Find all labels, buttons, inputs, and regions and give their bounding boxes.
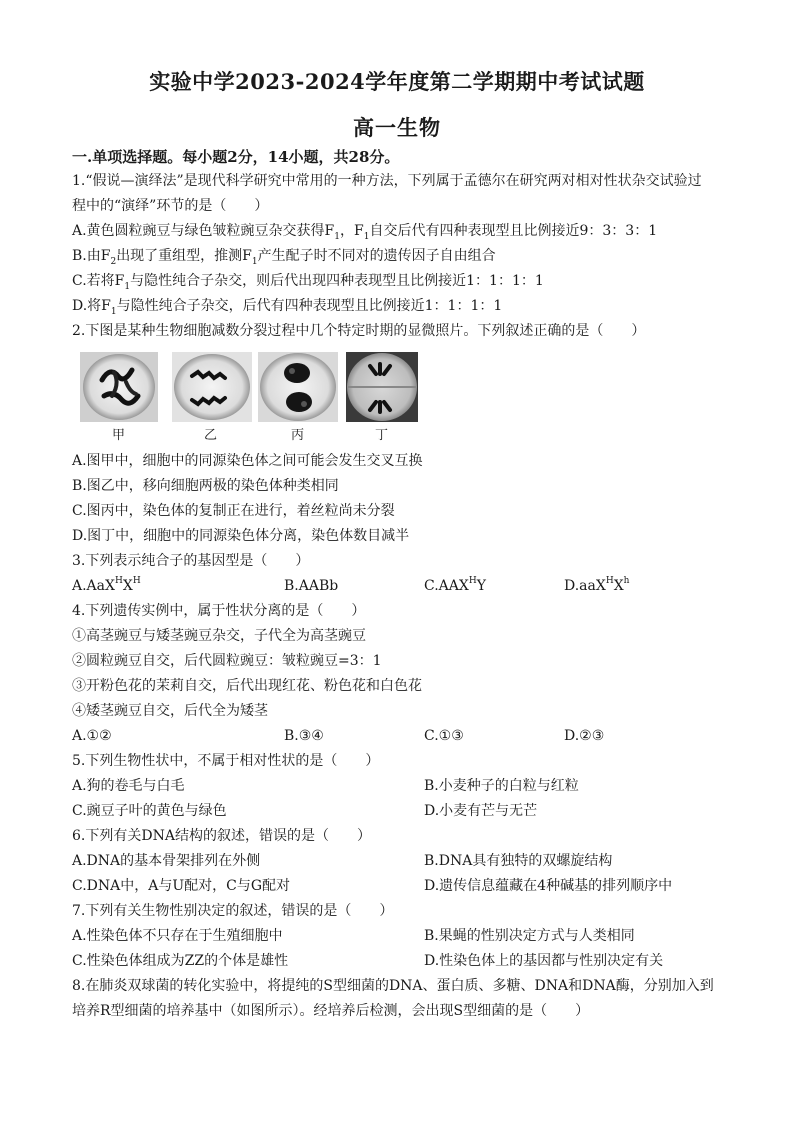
micrograph-label-bing: 丙	[291, 428, 305, 443]
q4-option-d: D.②③	[564, 728, 605, 744]
micrograph-jia	[80, 352, 158, 422]
q3-option-c: $C.AAX^HY$	[424, 576, 486, 594]
q3-stem: 3.下列表示纯合子的基因型是（ ）	[72, 553, 310, 569]
q7-options-row1	[72, 927, 722, 945]
q7-options-row2	[72, 952, 722, 970]
micrograph-ding	[346, 352, 418, 422]
exam-title: 实验中学2023-2024学年度第二学期期中考试试题	[149, 69, 645, 94]
q1-stem-line1: 1.“假说—演绎法”是现代科学研究中常用的一种方法，下列属于孟德尔在研究两对相对性状杂交试验过	[72, 173, 702, 189]
q6-option-a: A.DNA的基本骨架排列在外侧	[72, 853, 261, 869]
micrograph-label-yi: 乙	[204, 428, 218, 443]
q2-option-a: A.图甲中，细胞中的同源染色体之间可能会发生交叉互换	[72, 453, 423, 469]
q1-option-d: D.将$F_1$与隐性纯合子杂交，后代有四种表现型且比例接近1：1：1：1	[72, 298, 503, 317]
q4-option-a: A.①②	[72, 728, 112, 744]
q1-option-b: B.由$F_2$出现了重组型，推测$F_1$产生配子时不同对的遗传因子自由组合	[72, 248, 496, 267]
q4-options	[72, 727, 722, 745]
q7-option-b: B.果蝇的性别决定方式与人类相同	[424, 928, 635, 944]
q5-stem: 5.下列生物性状中，不属于相对性状的是（ ）	[72, 753, 380, 769]
q3-options	[72, 577, 722, 595]
q8-stem-line1: 8.在肺炎双球菌的转化实验中，将提纯的S型细菌的DNA、蛋白质、多糖、DNA和DNA酶，分别加入到	[72, 978, 714, 994]
q7-stem: 7.下列有关生物性别决定的叙述，错误的是（ ）	[72, 903, 394, 919]
q8-stem-line2: 培养R型细菌的培养基中（如图所示）。经培养后检测，会出现S型细菌的是（ ）	[72, 1003, 590, 1019]
micrograph-strip	[80, 352, 420, 424]
q2-option-b: B.图乙中，移向细胞两极的染色体种类相同	[72, 478, 339, 494]
micrograph-bing	[258, 352, 338, 422]
q6-option-d: D.遗传信息蕴藏在4种碱基的排列顺序中	[424, 878, 673, 894]
q7-option-c: C.性染色体组成为ZZ的个体是雄性	[72, 953, 289, 969]
micrograph-yi	[172, 352, 252, 422]
q4-item-1: ①高茎豌豆与矮茎豌豆杂交，子代全为高茎豌豆	[72, 628, 366, 644]
q7-option-a: A.性染色体不只存在于生殖细胞中	[72, 928, 283, 944]
q4-option-c: C.①③	[424, 728, 464, 744]
q5-options-row1	[72, 777, 722, 795]
q4-option-b: B.③④	[284, 728, 324, 744]
q6-options-row1	[72, 852, 722, 870]
q4-item-2: ②圆粒豌豆自交，后代圆粒豌豆：皱粒豌豆=3：1	[72, 653, 382, 669]
q3-option-d: $D.aaX^HX^h$	[564, 576, 630, 594]
q3-option-a: $A.AaX^HX^H$	[72, 576, 141, 594]
q4-stem: 4.下列遗传实例中，属于性状分离的是（ ）	[72, 603, 366, 619]
micrograph-label-jia: 甲	[112, 428, 126, 443]
q5-option-d: D.小麦有芒与无芒	[424, 803, 538, 819]
q2-option-c: C.图丙中，染色体的复制正在进行，着丝粒尚未分裂	[72, 503, 395, 519]
q5-option-a: A.狗的卷毛与白毛	[72, 778, 185, 794]
q2-option-d: D.图丁中，细胞中的同源染色体分离，染色体数目减半	[72, 528, 410, 544]
q1-stem-line2: 程中的“演绎”环节的是（ ）	[72, 198, 269, 214]
q1-option-a: A.黄色圆粒豌豆与绿色皱粒豌豆杂交获得$F_1$，$F_1$自交后代有四种表现型且比例接近9：3：3：1	[72, 223, 658, 242]
q5-options-row2	[72, 802, 722, 820]
micrograph-label-ding: 丁	[375, 428, 389, 443]
q4-item-3: ③开粉色花的茉莉自交，后代出现红花、粉色花和白色花	[72, 678, 422, 694]
q5-option-c: C.豌豆子叶的黄色与绿色	[72, 803, 227, 819]
q6-option-b: B.DNA具有独特的双螺旋结构	[424, 853, 613, 869]
q6-stem: 6.下列有关DNA结构的叙述，错误的是（ ）	[72, 828, 371, 844]
q4-item-4: ④矮茎豌豆自交，后代全为矮茎	[72, 703, 268, 719]
q3-option-b: B.AABb	[284, 578, 339, 594]
section-heading: 一.单项选择题。每小题2分，14小题，共28分。	[72, 148, 400, 166]
q1-option-c: C.若将$F_1$与隐性纯合子杂交，则后代出现四种表现型且比例接近1：1：1：1	[72, 273, 544, 292]
q5-option-b: B.小麦种子的白粒与红粒	[424, 778, 579, 794]
q6-options-row2	[72, 877, 722, 895]
q2-stem: 2.下图是某种生物细胞减数分裂过程中几个特定时期的显微照片。下列叙述正确的是（ ）	[72, 323, 646, 339]
q6-option-c: C.DNA中，A与U配对，C与G配对	[72, 878, 291, 894]
exam-subject: 高一生物	[353, 115, 441, 140]
q7-option-d: D.性染色体上的基因都与性别决定有关	[424, 953, 664, 969]
